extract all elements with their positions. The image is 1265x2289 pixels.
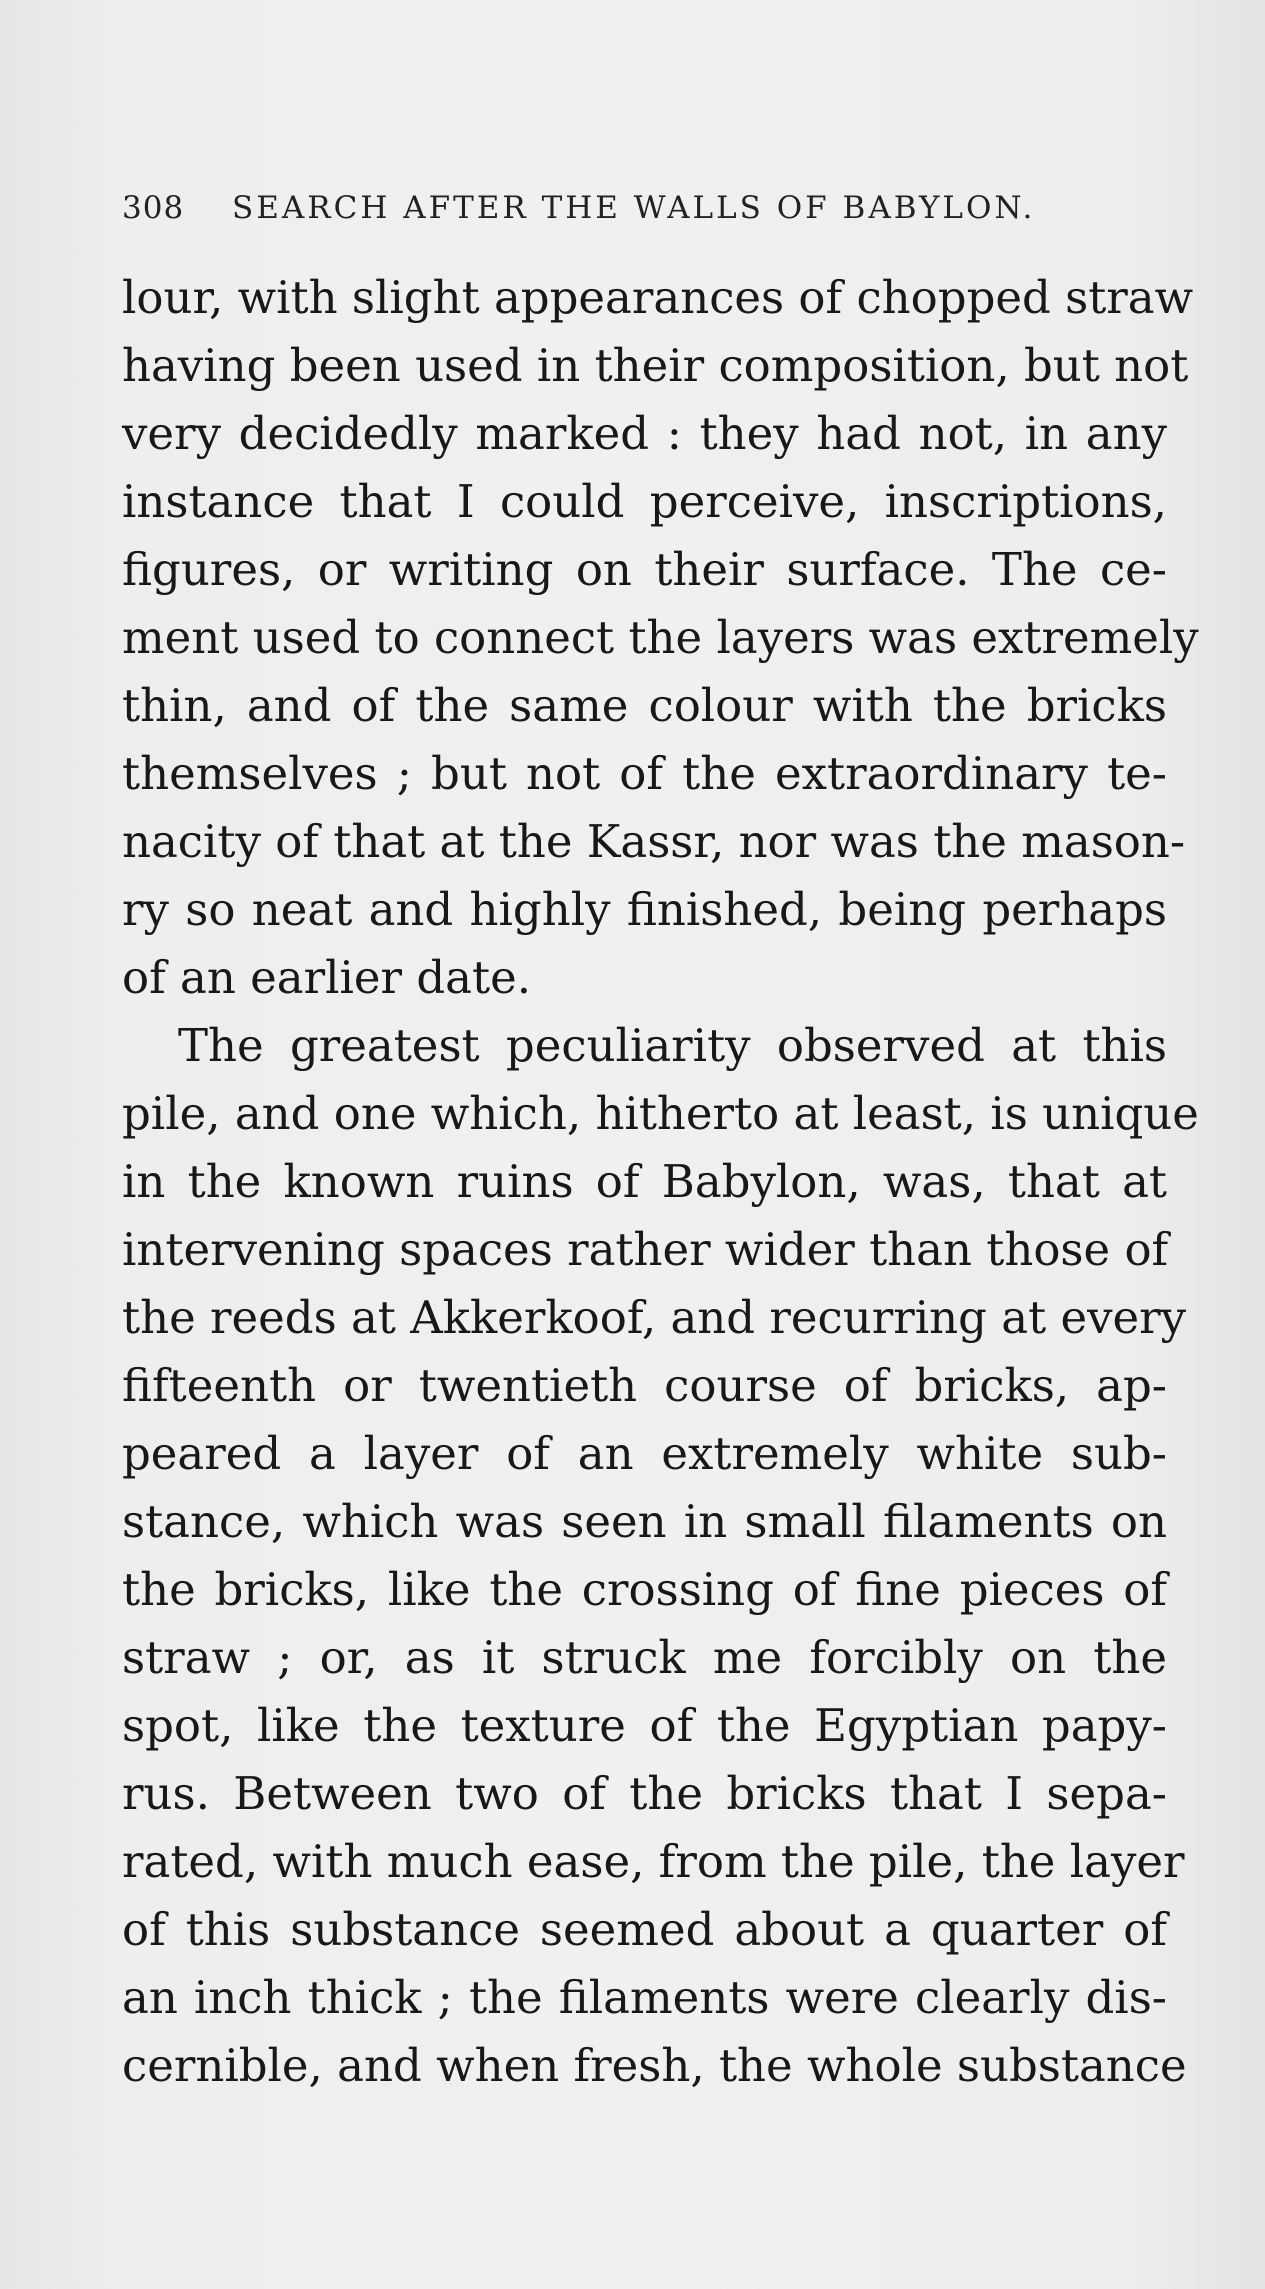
text-line: an inch thick ; the filaments were clearly dis- [122, 1971, 1167, 2024]
text-line: very decidedly marked : they had not, in any [122, 407, 1167, 460]
text-line: stance, which was seen in small filaments on [122, 1495, 1167, 1548]
text-line: lour, with slight appearances of chopped straw [122, 271, 1194, 324]
text-line: fifteenth or twentieth course of bricks, ap- [122, 1359, 1167, 1412]
text-line: straw ; or, as it struck me forcibly on the [122, 1631, 1167, 1684]
text-line: in the known ruins of Babylon, was, that at [122, 1155, 1167, 1208]
text-line: the reeds at Akkerkoof, and recurring at every [122, 1291, 1187, 1344]
text-line: rated, with much ease, from the pile, the layer [122, 1835, 1185, 1888]
text-line: figures, or writing on their surface. The ce- [122, 543, 1167, 596]
text-line: thin, and of the same colour with the bricks [122, 679, 1167, 732]
text-line: instance that I could perceive, inscriptions, [122, 475, 1167, 528]
running-title: SEARCH AFTER THE WALLS OF BABYLON. [232, 190, 1036, 226]
text-line: nacity of that at the Kassr, nor was the mason- [122, 815, 1186, 868]
page-number: 308 [122, 190, 185, 226]
text-line: cernible, and when fresh, the whole substance [122, 2039, 1187, 2092]
text-line: peared a layer of an extremely white sub- [122, 1427, 1167, 1480]
text-line: spot, like the texture of the Egyptian papy- [122, 1699, 1167, 1752]
text-line: pile, and one which, hitherto at least, is unique [122, 1087, 1199, 1140]
text-line: ry so neat and highly finished, being perhaps [122, 883, 1167, 936]
text-line: intervening spaces rather wider than those of [122, 1223, 1169, 1276]
text-line: the bricks, like the crossing of fine pieces of [122, 1563, 1167, 1616]
text-line: of this substance seemed about a quarter of [122, 1903, 1167, 1956]
body-text [122, 264, 1199, 2100]
text-line: having been used in their composition, but not [122, 339, 1189, 392]
text-line: ment used to connect the layers was extremely [122, 611, 1199, 664]
text-line: themselves ; but not of the extraordinary te- [122, 747, 1167, 800]
paragraph-start-line: The greatest peculiarity observed at this [178, 1019, 1167, 1072]
text-line: rus. Between two of the bricks that I sepa- [122, 1767, 1167, 1820]
running-head [122, 190, 1167, 246]
paragraph-end-line: of an earlier date. [122, 951, 532, 1004]
